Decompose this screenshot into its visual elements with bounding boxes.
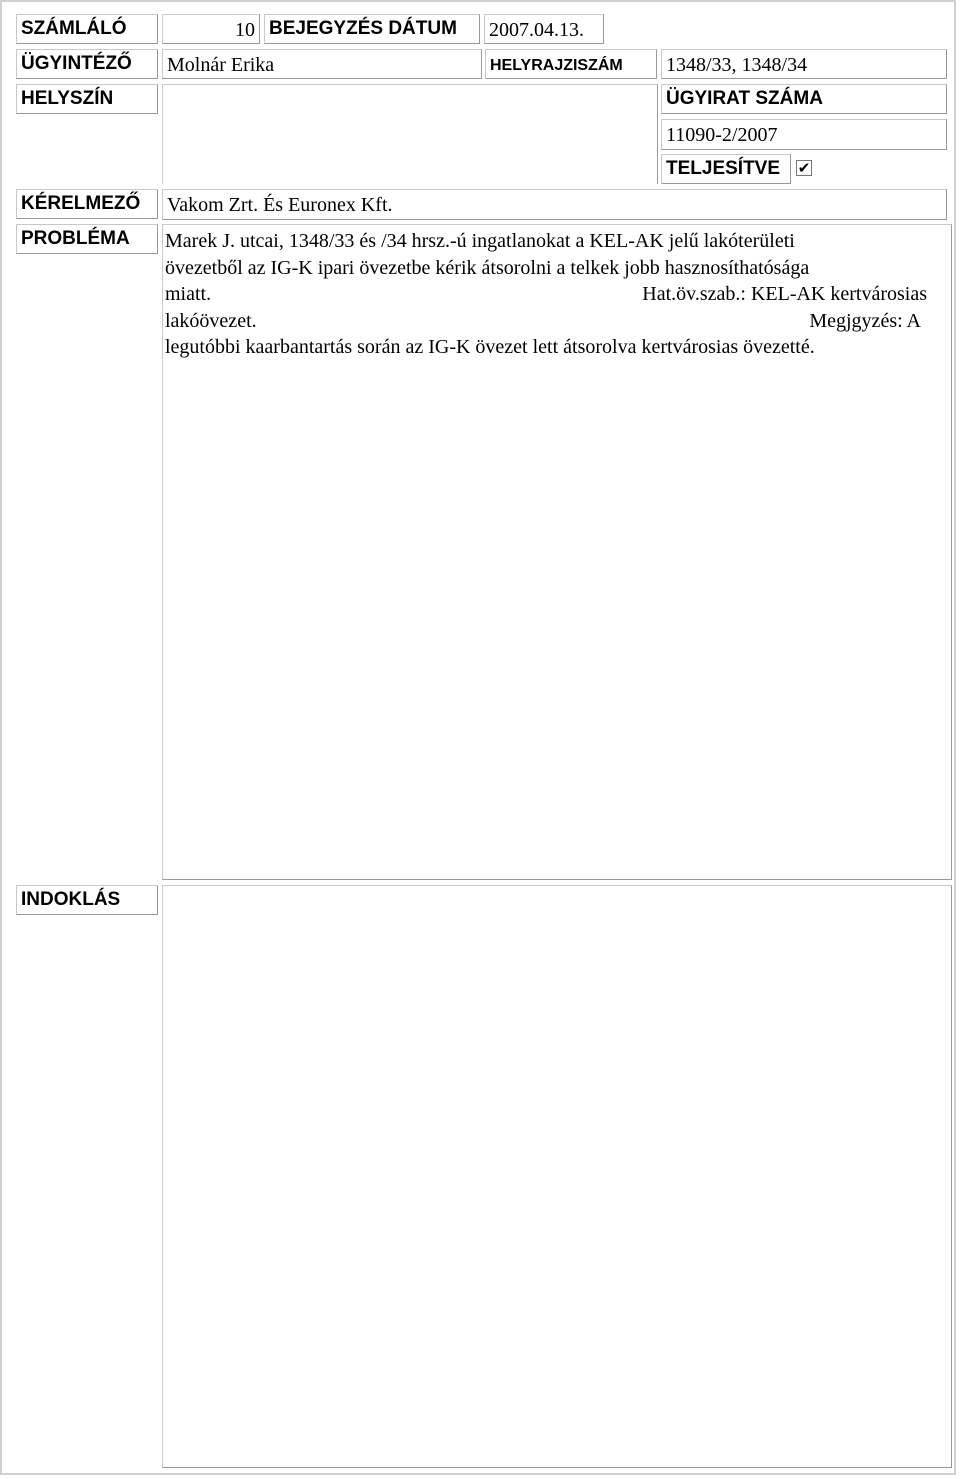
kerelmezo-value: Vakom Zrt. És Euronex Kft. (162, 189, 947, 220)
ugyirat-szama-value: 11090-2/2007 (661, 119, 947, 150)
problema-line (165, 308, 927, 335)
check-icon: ✔ (797, 159, 811, 177)
problema-fragment: lakóövezet. (165, 309, 257, 332)
teljesitve-checkbox[interactable] (796, 160, 812, 176)
ugyintezo-value: Molnár Erika (162, 49, 482, 79)
problema-fragment: Hat.öv.szab.: KEL-AK kertvárosias (642, 283, 927, 305)
indoklas-box (162, 885, 952, 1468)
problema-fragment: Megjgyzés: A (809, 309, 921, 332)
teljesitve-label: TELJESÍTVE (661, 154, 791, 184)
szamlalo-value: 10 (162, 14, 260, 44)
indoklas-label: INDOKLÁS (16, 885, 158, 915)
ugyirat-szama-label: ÜGYIRAT SZÁMA (661, 84, 947, 114)
problema-text (165, 228, 927, 361)
helyszin-value (162, 84, 658, 184)
kerelmezo-label: KÉRELMEZŐ (16, 189, 158, 219)
problema-line: Marek J. utcai, 1348/33 és /34 hrsz.-ú ingatlanokat a KEL-AK jelű lakóterületi (165, 230, 795, 252)
helyszin-label: HELYSZÍN (16, 84, 158, 114)
szamlalo-label: SZÁMLÁLÓ (16, 14, 158, 44)
helyrajziszam-value: 1348/33, 1348/34 (661, 49, 947, 79)
problema-fragment: miatt. (165, 283, 212, 305)
bejegyzes-datum-label: BEJEGYZÉS DÁTUM (264, 14, 480, 44)
problema-line: övezetből az IG-K ipari övezetbe kérik átsorolni a telkek jobb hasznosíthatósága (165, 256, 810, 279)
problema-line (165, 281, 927, 308)
problema-label: PROBLÉMA (16, 224, 158, 254)
ugyintezo-label: ÜGYINTÉZŐ (16, 49, 158, 79)
helyrajziszam-label: HELYRAJZISZÁM (485, 49, 657, 79)
problema-line: legutóbbi kaarbantartás során az IG-K övezet lett átsorolva kertvárosias övezetté. (165, 336, 815, 358)
bejegyzes-datum-value: 2007.04.13. (484, 14, 604, 44)
